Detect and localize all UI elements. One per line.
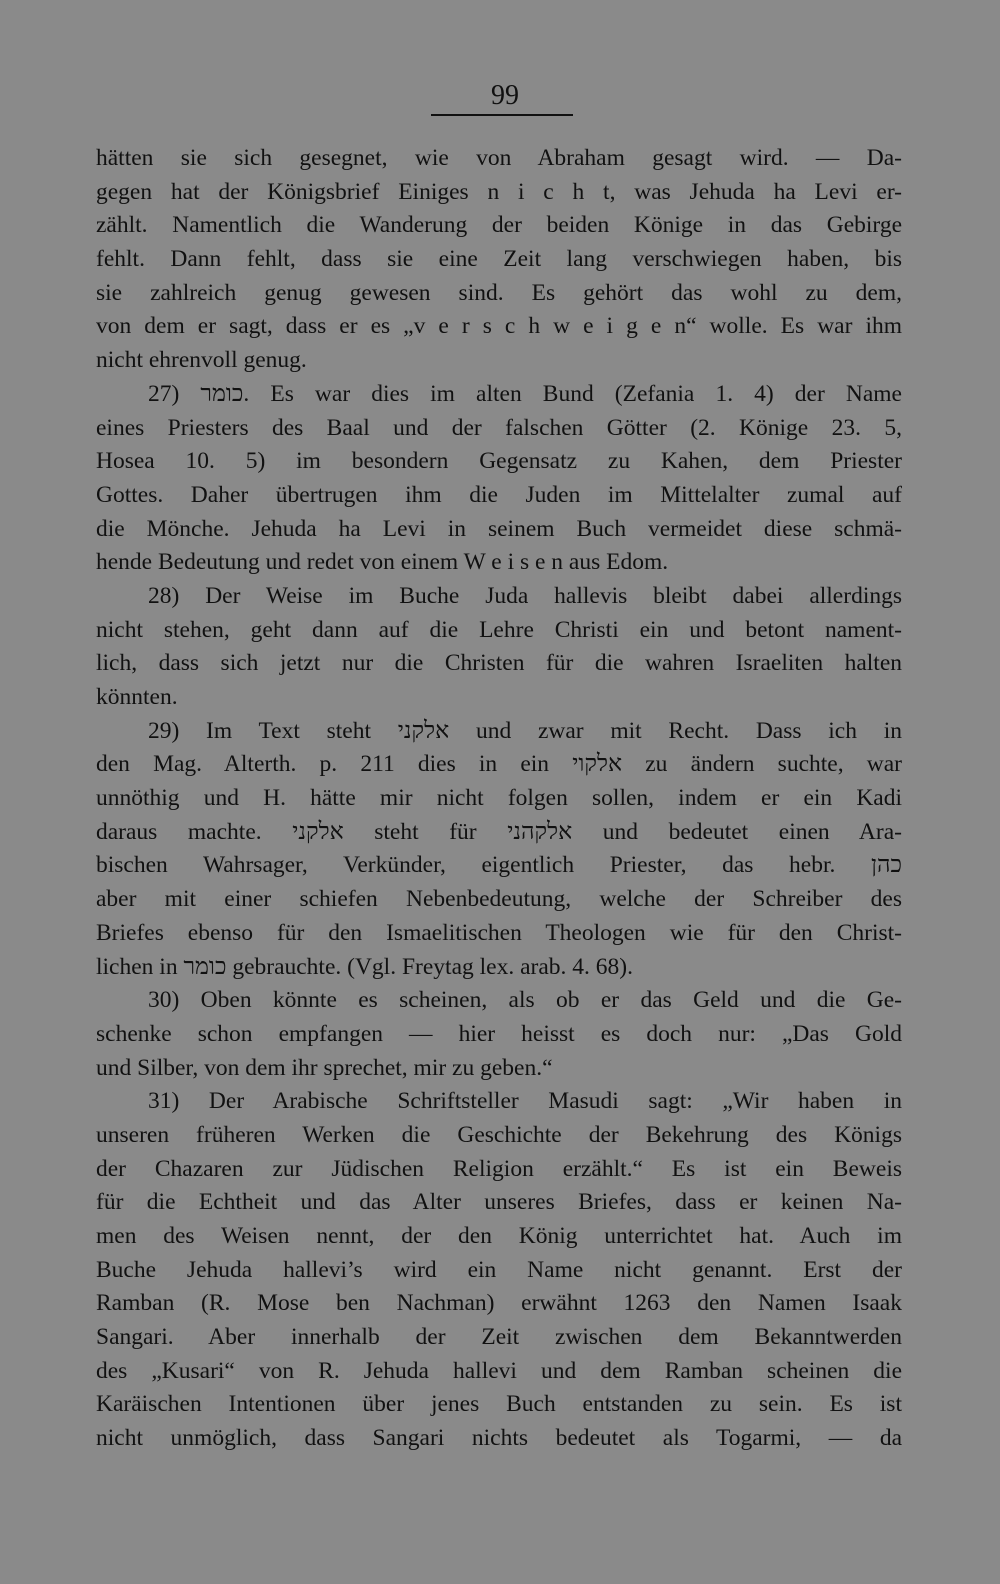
text-line: nicht ehrenvoll genug. <box>96 347 307 374</box>
text-line: 29) Im Text steht אלקני und zwar mit Recht. Dass ich in <box>148 717 902 744</box>
text-line: der Chazaren zur Jüdischen Religion erzählt.“ Es ist ein Beweis <box>96 1155 902 1182</box>
text-line: des „Kusari“ von R. Jehuda hallevi und dem Ramban scheinen die <box>96 1357 902 1384</box>
text-line: sie zahlreich genug gewesen sind. Es gehört das wohl zu dem, <box>96 279 902 306</box>
text-line: 27) כומר. Es war dies im alten Bund (Zefania 1. 4) der Name <box>148 380 902 407</box>
text-line: daraus machte. אלקני steht für אלקהני und bedeutet einen Ara- <box>96 818 902 845</box>
text-line: fehlt. Dann fehlt, dass sie eine Zeit lang verschwiegen haben, bis <box>96 246 902 273</box>
text-line: nicht stehen, geht dann auf die Lehre Christi ein und betont nament- <box>96 616 902 643</box>
text-line: Karäischen Intentionen über jenes Buch entstanden zu sein. Es ist <box>96 1391 902 1418</box>
text-line: Briefes ebenso für den Ismaelitischen Theologen wie für den Christ- <box>96 919 902 946</box>
text-line: lichen in כומר gebrauchte. (Vgl. Freytag lex. arab. 4. 68). <box>96 953 633 980</box>
text-line: 28) Der Weise im Buche Juda hallevis bleibt dabei allerdings <box>148 582 902 609</box>
text-line: lich, dass sich jetzt nur die Christen für die wahren Israeliten halten <box>96 650 902 677</box>
text-line: bischen Wahrsager, Verkünder, eigentlich Priester, das hebr. כהן <box>96 852 902 879</box>
page-number: 99 <box>491 80 519 111</box>
text-line: Sangari. Aber innerhalb der Zeit zwischen dem Bekanntwerden <box>96 1324 902 1351</box>
page-number-rule <box>431 114 573 116</box>
text-line: eines Priesters des Baal und der falschen Götter (2. Könige 23. 5, <box>96 414 902 441</box>
text-line: nicht unmöglich, dass Sangari nichts bedeutet als Togarmi, — da <box>96 1425 902 1452</box>
text-line: schenke schon empfangen — hier heisst es doch nur: „Das Gold <box>96 1020 902 1047</box>
text-line: 30) Oben könnte es scheinen, als ob er das Geld und die Ge- <box>148 987 902 1014</box>
text-line: Hosea 10. 5) im besondern Gegensatz zu Kahen, dem Priester <box>96 448 902 475</box>
text-line: zählt. Namentlich die Wanderung der beiden Könige in das Gebirge <box>96 212 902 239</box>
text-line: und Silber, von dem ihr sprechet, mir zu geben.“ <box>96 1054 553 1081</box>
text-line: 31) Der Arabische Schriftsteller Masudi sagt: „Wir haben in <box>148 1088 902 1115</box>
text-line: gegen hat der Königsbrief Einiges n i c h t, was Jehuda ha Levi er- <box>96 178 902 205</box>
text-line: unnöthig und H. hätte mir nicht folgen sollen, indem er ein Kadi <box>96 785 902 812</box>
body-text <box>96 142 902 1456</box>
text-line: hende Bedeutung und redet von einem W e i s e n aus Edom. <box>96 549 669 576</box>
text-line: den Mag. Alterth. p. 211 dies in ein אלקוי zu ändern suchte, war <box>96 751 902 778</box>
text-line: Ramban (R. Mose ben Nachman) erwähnt 1263 den Namen Isaak <box>96 1290 902 1317</box>
text-line: hätten sie sich gesegnet, wie von Abraham gesagt wird. — Da- <box>96 145 902 171</box>
text-line: könnten. <box>96 684 178 710</box>
text-line: men des Weisen nennt, der den König unterrichtet hat. Auch im <box>96 1223 902 1249</box>
text-line: unseren früheren Werken die Geschichte der Bekehrung des Königs <box>96 1121 902 1148</box>
text-line: für die Echtheit und das Alter unseres Briefes, dass er keinen Na- <box>96 1189 902 1216</box>
text-line: von dem er sagt, dass er es „v e r s c h w e i g e n“ wolle. Es war ihm <box>96 313 902 340</box>
text-line: die Mönche. Jehuda ha Levi in seinem Buch vermeidet diese schmä- <box>96 515 902 542</box>
text-line: aber mit einer schiefen Nebenbedeutung, welche der Schreiber des <box>96 886 902 913</box>
text-line: Buche Jehuda hallevi’s wird ein Name nicht genannt. Erst der <box>96 1256 902 1283</box>
text-line: Gottes. Daher übertrugen ihm die Juden im Mittelalter zumal auf <box>96 481 902 508</box>
